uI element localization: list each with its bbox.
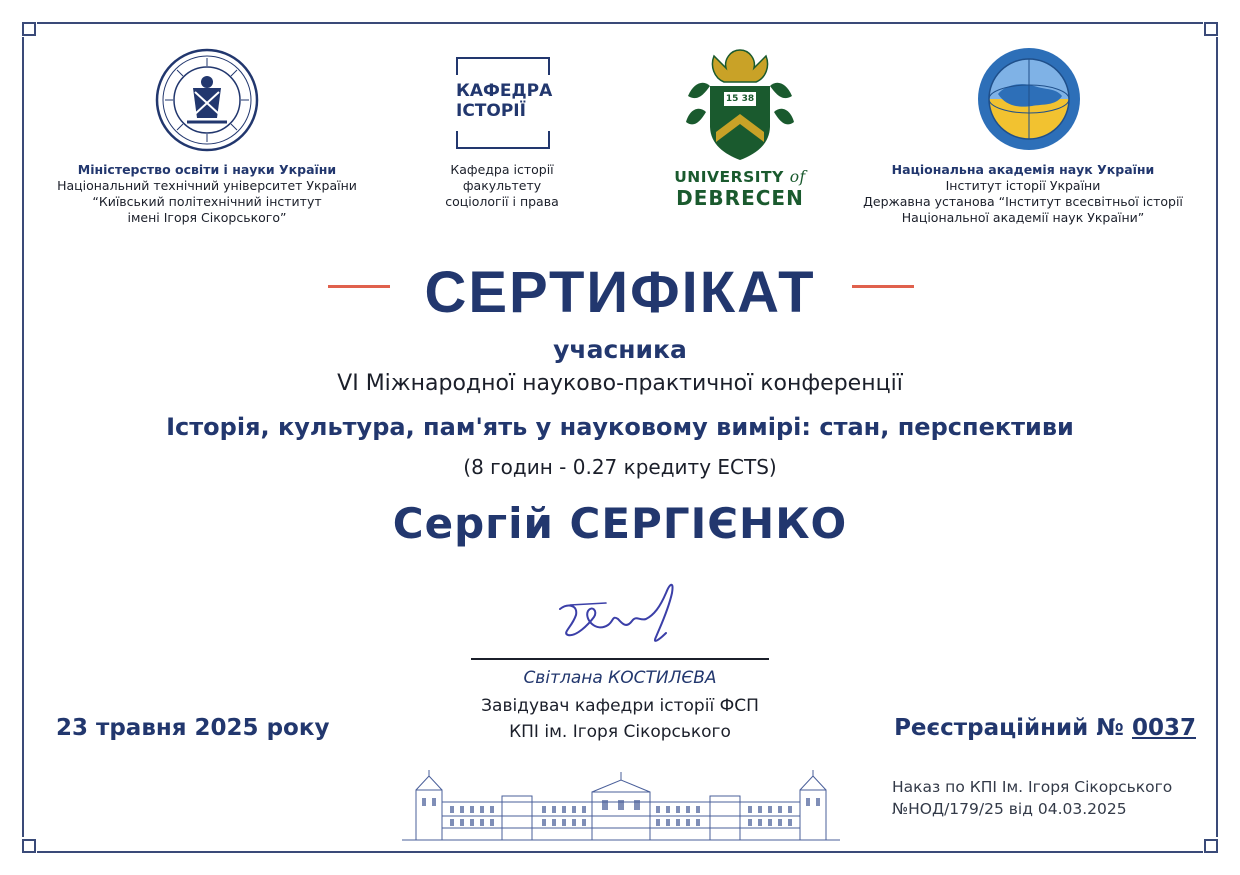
- debrecen-crest: [680, 46, 800, 164]
- kpi-line4: імені Ігоря Сікорського”: [127, 210, 287, 225]
- debrecen-university: UNIVERSITY: [674, 168, 784, 186]
- kpi-line3: “Київський політехнічний інститут: [92, 194, 322, 209]
- debrecen-of: of: [789, 168, 806, 186]
- order-line2: №НОД/179/25 від 04.03.2025: [892, 800, 1127, 818]
- title-dash-right: [852, 285, 914, 288]
- debrecen-wordmark: [672, 168, 808, 209]
- title-dash-left: [328, 285, 390, 288]
- conference-name: VI Міжнародної науково-практичної конференції: [337, 371, 903, 396]
- registration-label: Реєстраційний №: [894, 715, 1124, 741]
- kpi-caption: [40, 162, 374, 226]
- registration-number: 0037: [1131, 715, 1196, 741]
- kpi-emblem: [155, 48, 259, 152]
- kafedra-line1: Кафедра історії: [450, 162, 554, 177]
- signatory-name: Світлана КОСТИЛЄВА: [523, 668, 717, 688]
- signatory-position: [420, 693, 820, 745]
- conference-theme: Історія, культура, пам'ять у науковому вимірі: стан, перспективи: [166, 413, 1074, 441]
- certificate-title: СЕРТИФІКАТ: [424, 260, 816, 325]
- recipient-name: Сергій СЕРГІЄНКО: [392, 499, 848, 548]
- kafedra-caption: [420, 162, 584, 210]
- certificate-subtitle: учасника: [553, 335, 687, 364]
- signatory-position-line2: КПІ ім. Ігоря Сікорського: [509, 722, 731, 742]
- nas-line4: Національної академії наук України”: [901, 210, 1145, 225]
- kpi-ministry: Міністерство освіти і науки України: [77, 162, 337, 177]
- debrecen-year: 15 38: [725, 94, 755, 104]
- nas-caption: [840, 162, 1206, 226]
- kpi-line2: Національний технічний університет України: [57, 178, 357, 193]
- order-line1: Наказ по КПІ Ім. Ігоря Сікорського: [892, 778, 1173, 796]
- handwritten-signature: [548, 575, 698, 655]
- issue-date: 23 травня 2025 року: [56, 715, 330, 741]
- kafedra-logo: [456, 57, 551, 149]
- kafedra-logo-line1: КАФЕДРА: [456, 81, 553, 101]
- signatory-position-line1: Завідувач кафедри історії ФСП: [481, 696, 759, 716]
- kafedra-logo-line2: ІСТОРІЇ: [456, 101, 526, 121]
- ects-hours: (8 годин - 0.27 кредиту ECTS): [463, 455, 777, 479]
- kpi-building-illustration: [402, 768, 840, 842]
- nas-line1: Національна академія наук України: [891, 162, 1155, 177]
- kafedra-line2: факультету: [462, 178, 542, 193]
- nas-line2: Інститут історії України: [945, 178, 1101, 193]
- registration: [860, 713, 1196, 743]
- debrecen-name: DEBRECEN: [676, 186, 804, 210]
- signature-line: [471, 658, 769, 660]
- order-reference: [892, 776, 1212, 820]
- nas-emblem: [976, 46, 1082, 152]
- kafedra-line3: соціології і права: [445, 194, 559, 209]
- nas-line3: Державна установа “Інститут всесвітньої історії: [863, 194, 1183, 209]
